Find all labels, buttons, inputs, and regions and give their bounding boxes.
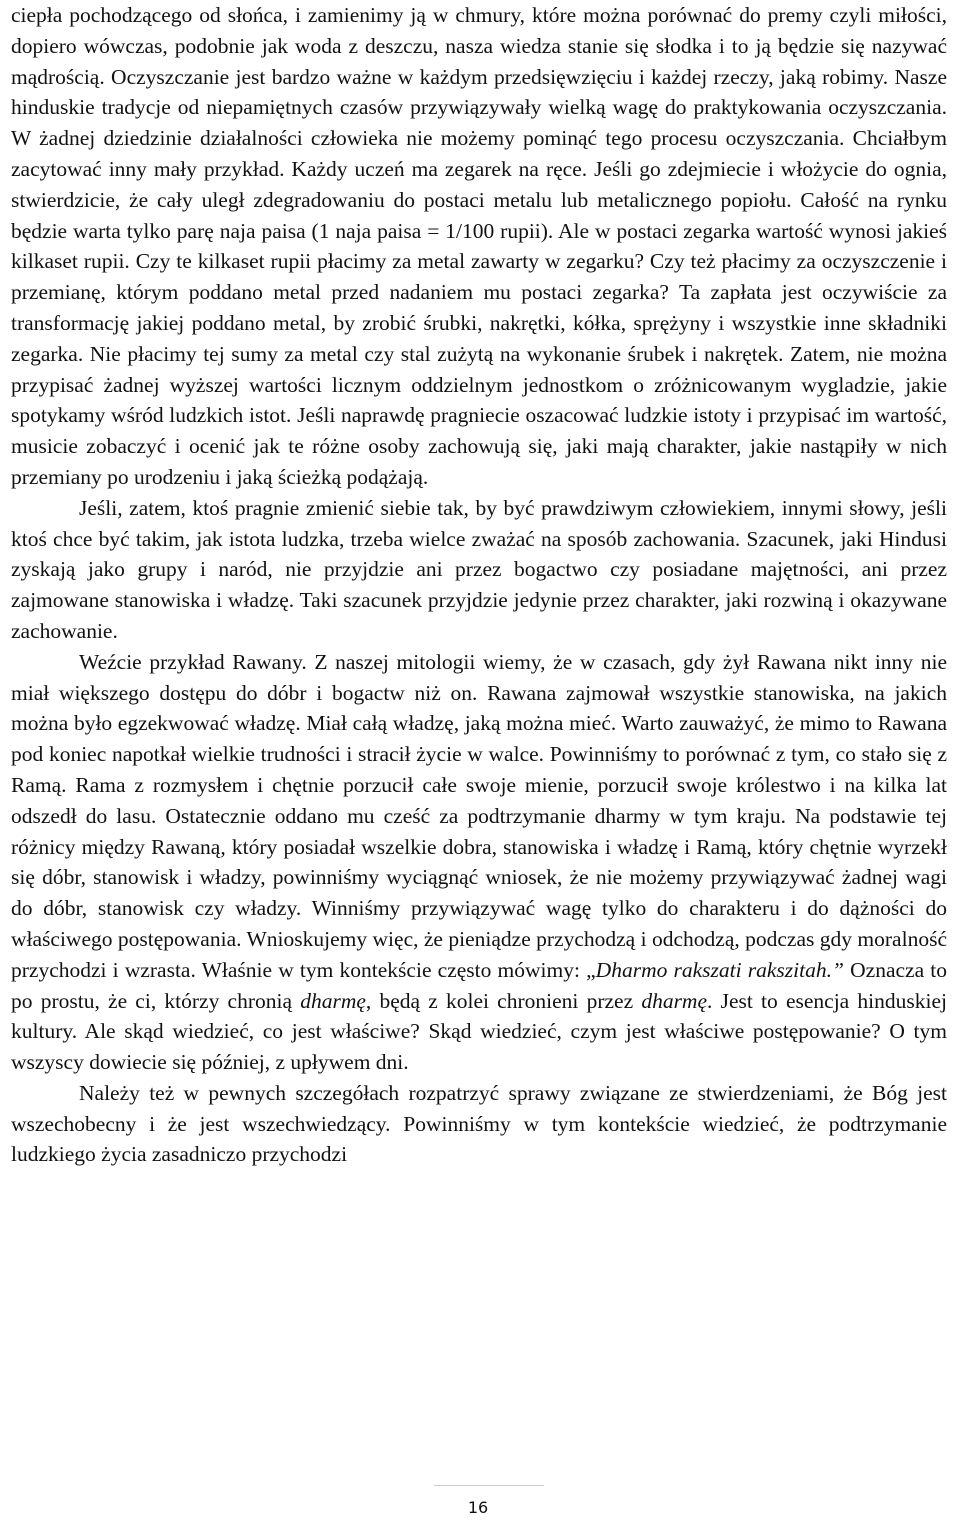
text-run: Oznacza to po prostu, że ci, którzy chronią	[11, 957, 948, 1013]
text-run: Jeśli, zatem, ktoś pragnie zmienić siebie tak, by być prawdziwym człowiekiem, innymi słowy, jeśli ktoś chce być takim, jak istota ludzka, trzeba wielce zważać na sposób zachowania. Szacunek, jaki Hindusi zyskają jako grupy i naród, nie przyjdzie ani przez bogactwo czy posiadane majętności, ani przez zajmowane stanowiska i władzę. Taki szacunek przyjdzie jedynie przez charakter, jaki rozwiną i okazywane zachowanie.	[11, 495, 947, 643]
text-run: Należy też w pewnych szczegółach rozpatrzyć sprawy związane ze stwierdzeniami, że Bóg jest wszechobecny i że jest wszechwiedzący. Powinniśmy w tym kontekście wiedzieć, że podtrzymanie ludzkiego życia zasadniczo przychodzi	[11, 1080, 947, 1167]
text-run: , będą z kolei chronieni przez	[365, 988, 642, 1013]
footer-divider	[434, 1485, 544, 1486]
text-run: ciepła pochodzącego od słońca, i zamienimy ją w chmury, które można porównać do premy czyli miłości, dopiero wówczas, podobnie jak woda z deszczu, nasza wiedza stanie się słodka i to ją będzie się nazywać mądrością. Oczyszczanie jest bardzo ważne w każdym przedsięwzięciu i każdej rzeczy, jaką robimy. Nasze hinduskie tradycje od niepamiętnych czasów przywiązywały wielką wagę do praktykowania oczyszczania. W żadnej dziedzinie działalności człowieka nie możemy pominąć tego procesu oczyszczania. Chciałbym zacytować inny mały przykład. Każdy uczeń ma zegarek na ręce. Jeśli go zdejmiecie i włożycie do ognia, stwierdzicie, że cały uległ zdegradowaniu do postaci metalu lub metalicznego popiołu. Całość na rynku będzie warta tylko parę naja paisa (1 naja paisa = 1/100 rupii). Ale w postaci zegarka wartość wynosi jakieś kilkaset rupii. Czy te kilkaset rupii płacimy za metal zawarty w zegarku? Czy też płacimy za oczyszczenie i przemianę, którym poddano metal przed nadaniem mu postaci zegarka? Ta zapłata jest oczywiście za transformację jakiej poddano metal, by zrobić śrubki, nakrętki, kółka, sprężyny i wszystkie inne składniki zegarka. Nie płacimy tej sumy za metal czy stal zużytą na wykonanie śrubek i nakrętek. Zatem, nie można przypisać żadnej wyższej wartości licznym oddzielnym jednostkom o zróżnicowanym wygladzie, jakie spotykamy wśród ludzkich istot. Jeśli naprawdę pragniecie oszacować ludzkie istoty i przypisać im wartość, musicie zobaczyć i ocenić jak te różne osoby zachowują się, jaki mają charakter, jakie nastąpiły w nich przemiany po urodzeniu i jaką ścieżką podążają.	[11, 3, 947, 489]
italic-term: dharmę	[300, 988, 366, 1013]
document-page	[11, 0, 947, 1521]
italic-quote: Dharmo rakszati rakszitah.”	[595, 957, 844, 982]
paragraph-1	[11, 0, 947, 493]
page-number: 16	[467, 1498, 489, 1517]
paragraph-4	[11, 1078, 947, 1170]
paragraph-2	[11, 493, 947, 647]
text-run: Weźcie przykład Rawany. Z naszej mitologii wiemy, że w czasach, gdy żył Rawana nikt inny nie miał większego dostępu do dóbr i bogactw niż on. Rawana zajmował wszystkie stanowiska, na jakich można było egzekwować władzę. Miał całą władzę, jaką można mieć. Warto zauważyć, że mimo to Rawana pod koniec napotkał wielkie trudności i stracił życie w walce. Powinniśmy to porównać z tym, co stało się z Ramą. Rama z rozmysłem i chętnie porzucił całe swoje mienie, porzucił swoje królestwo i na kilka lat odszedł do lasu. Ostatecznie oddano mu cześć za podtrzymanie dharmy w tym kraju. Na podstawie tej różnicy między Rawaną, który posiadał wszelkie dobra, stanowiska i władzę i Ramą, który chętnie wyrzekł się dóbr, stanowisk i władzy, powinniśmy wyciągnąć wniosek, że nie możemy przywiązywać żadnej wagi do dóbr, stanowisk czy władzy. Winniśmy przywiązywać wagę tylko do charakteru i do dążności do właściwego postępowania. Wnioskujemy więc, że pieniądze przychodzą i odchodzą, podczas gdy moralność przychodzi i wzrasta. Właśnie w tym kontekście często mówimy: „	[11, 649, 947, 982]
paragraph-3	[11, 647, 947, 1078]
italic-term: dharmę	[641, 988, 707, 1013]
text-run: . Jest to esencja hinduskiej kultury. Ale skąd wiedzieć, co jest właściwe? Skąd wiedzieć, czym jest właściwe postępowanie? O tym wszyscy dowiecie się później, z upływem dni.	[11, 988, 947, 1075]
body-text	[11, 0, 947, 1170]
